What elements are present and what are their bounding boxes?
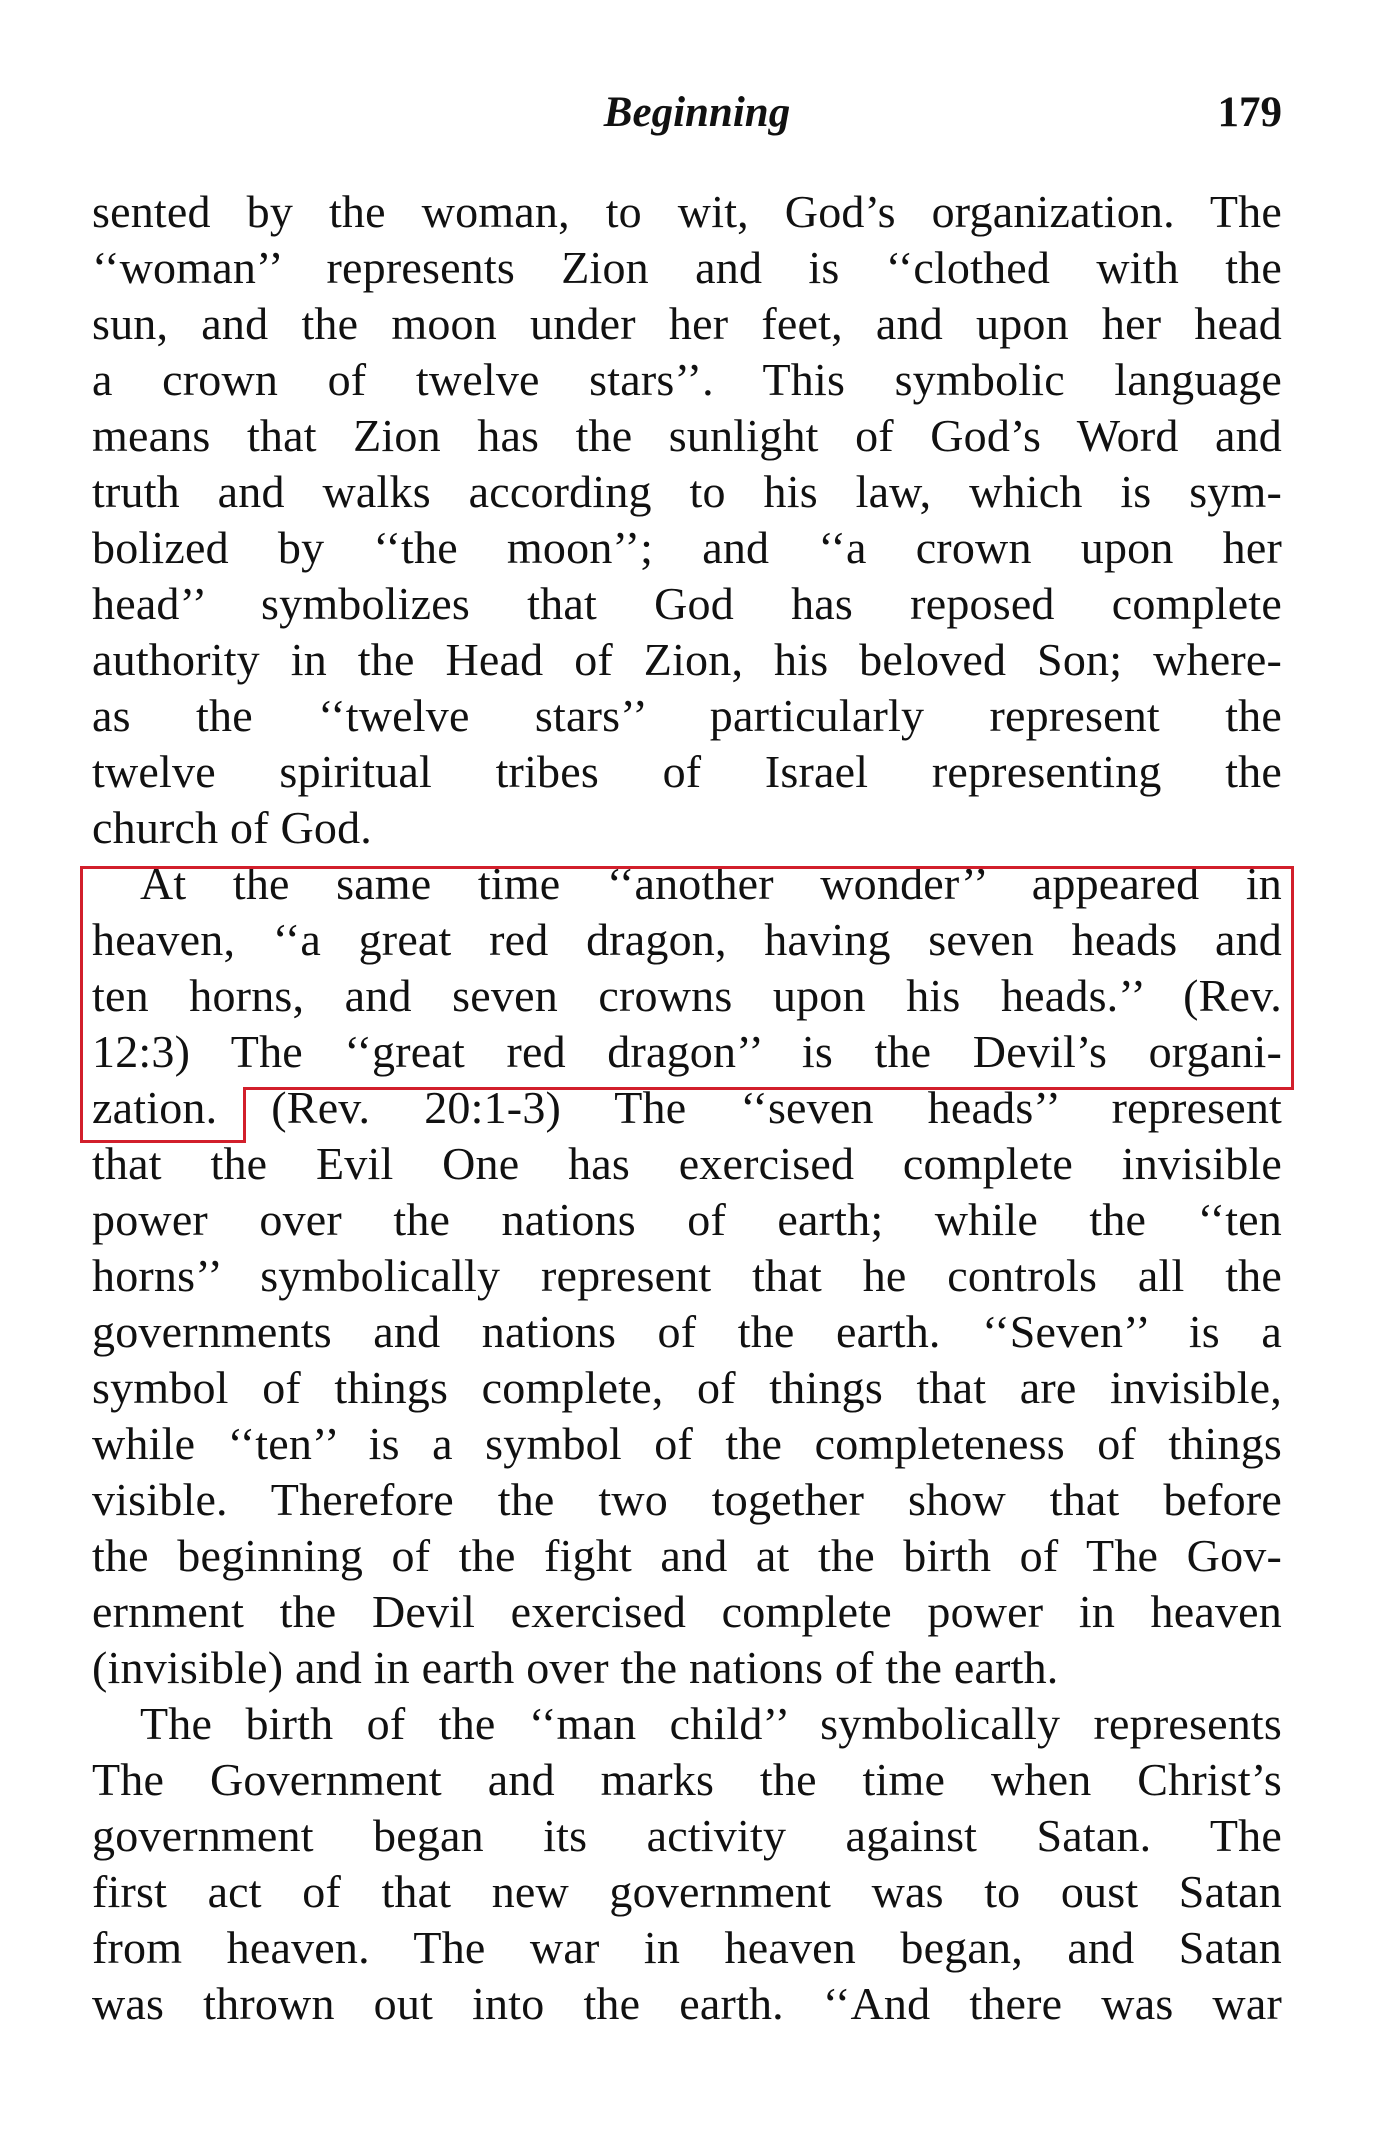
text-line: 12:3) The ‘‘great red dragon’’ is the Devil’s organi- (92, 1026, 1282, 1077)
text-line: church of God. (92, 802, 372, 853)
text-line: (invisible) and in earth over the nations of the earth. (92, 1642, 1059, 1693)
text-line: was thrown out into the earth. ‘‘And there was war (92, 1978, 1282, 2029)
text-line: power over the nations of earth; while the ‘‘ten (92, 1194, 1282, 1245)
text-line: governments and nations of the earth. ‘‘Seven’’ is a (92, 1306, 1282, 1357)
text-line: The Government and marks the time when Christ’s (92, 1754, 1282, 1805)
text-line: truth and walks according to his law, which is sym- (92, 466, 1282, 517)
text-line: means that Zion has the sunlight of God’s Word and (92, 410, 1282, 461)
text-line: At the same time ‘‘another wonder’’ appeared in (140, 858, 1282, 909)
text-line: that the Evil One has exercised complete invisible (92, 1138, 1282, 1189)
text-line: The birth of the ‘‘man child’’ symbolically represents (140, 1698, 1282, 1749)
text-line: the beginning of the fight and at the birth of The Gov- (92, 1530, 1282, 1581)
text-line: first act of that new government was to oust Satan (92, 1866, 1282, 1917)
text-line: government began its activity against Satan. The (92, 1810, 1282, 1861)
text-line: bolized by ‘‘the moon’’; and ‘‘a crown upon her (92, 522, 1282, 573)
text-line: visible. Therefore the two together show that before (92, 1474, 1282, 1525)
text-line: as the ‘‘twelve stars’’ particularly represent the (92, 690, 1282, 741)
text-line: twelve spiritual tribes of Israel representing the (92, 746, 1282, 797)
text-line: sun, and the moon under her feet, and upon her head (92, 298, 1282, 349)
text-line: zation. (Rev. 20:1-3) The ‘‘seven heads’’ represent (92, 1082, 1282, 1133)
text-line: horns’’ symbolically represent that he controls all the (92, 1250, 1282, 1301)
text-line: ernment the Devil exercised complete power in heaven (92, 1586, 1282, 1637)
text-line: a crown of twelve stars’’. This symbolic language (92, 354, 1282, 405)
page-header (92, 78, 1282, 148)
text-line: heaven, ‘‘a great red dragon, having seven heads and (92, 914, 1282, 965)
text-line: sented by the woman, to wit, God’s organization. The (92, 186, 1282, 237)
running-title: Beginning (603, 89, 791, 136)
text-line: head’’ symbolizes that God has reposed complete (92, 578, 1282, 629)
text-line: authority in the Head of Zion, his beloved Son; where- (92, 634, 1282, 685)
text-line: from heaven. The war in heaven began, and Satan (92, 1922, 1282, 1973)
body-text (92, 184, 1282, 2032)
text-line: ten horns, and seven crowns upon his heads.’’ (Rev. (92, 970, 1282, 1021)
text-line: while ‘‘ten’’ is a symbol of the completeness of things (92, 1418, 1282, 1469)
text-line: symbol of things complete, of things that are invisible, (92, 1362, 1282, 1413)
page-number: 179 (1217, 89, 1282, 136)
text-line: ‘‘woman’’ represents Zion and is ‘‘clothed with the (92, 242, 1282, 293)
